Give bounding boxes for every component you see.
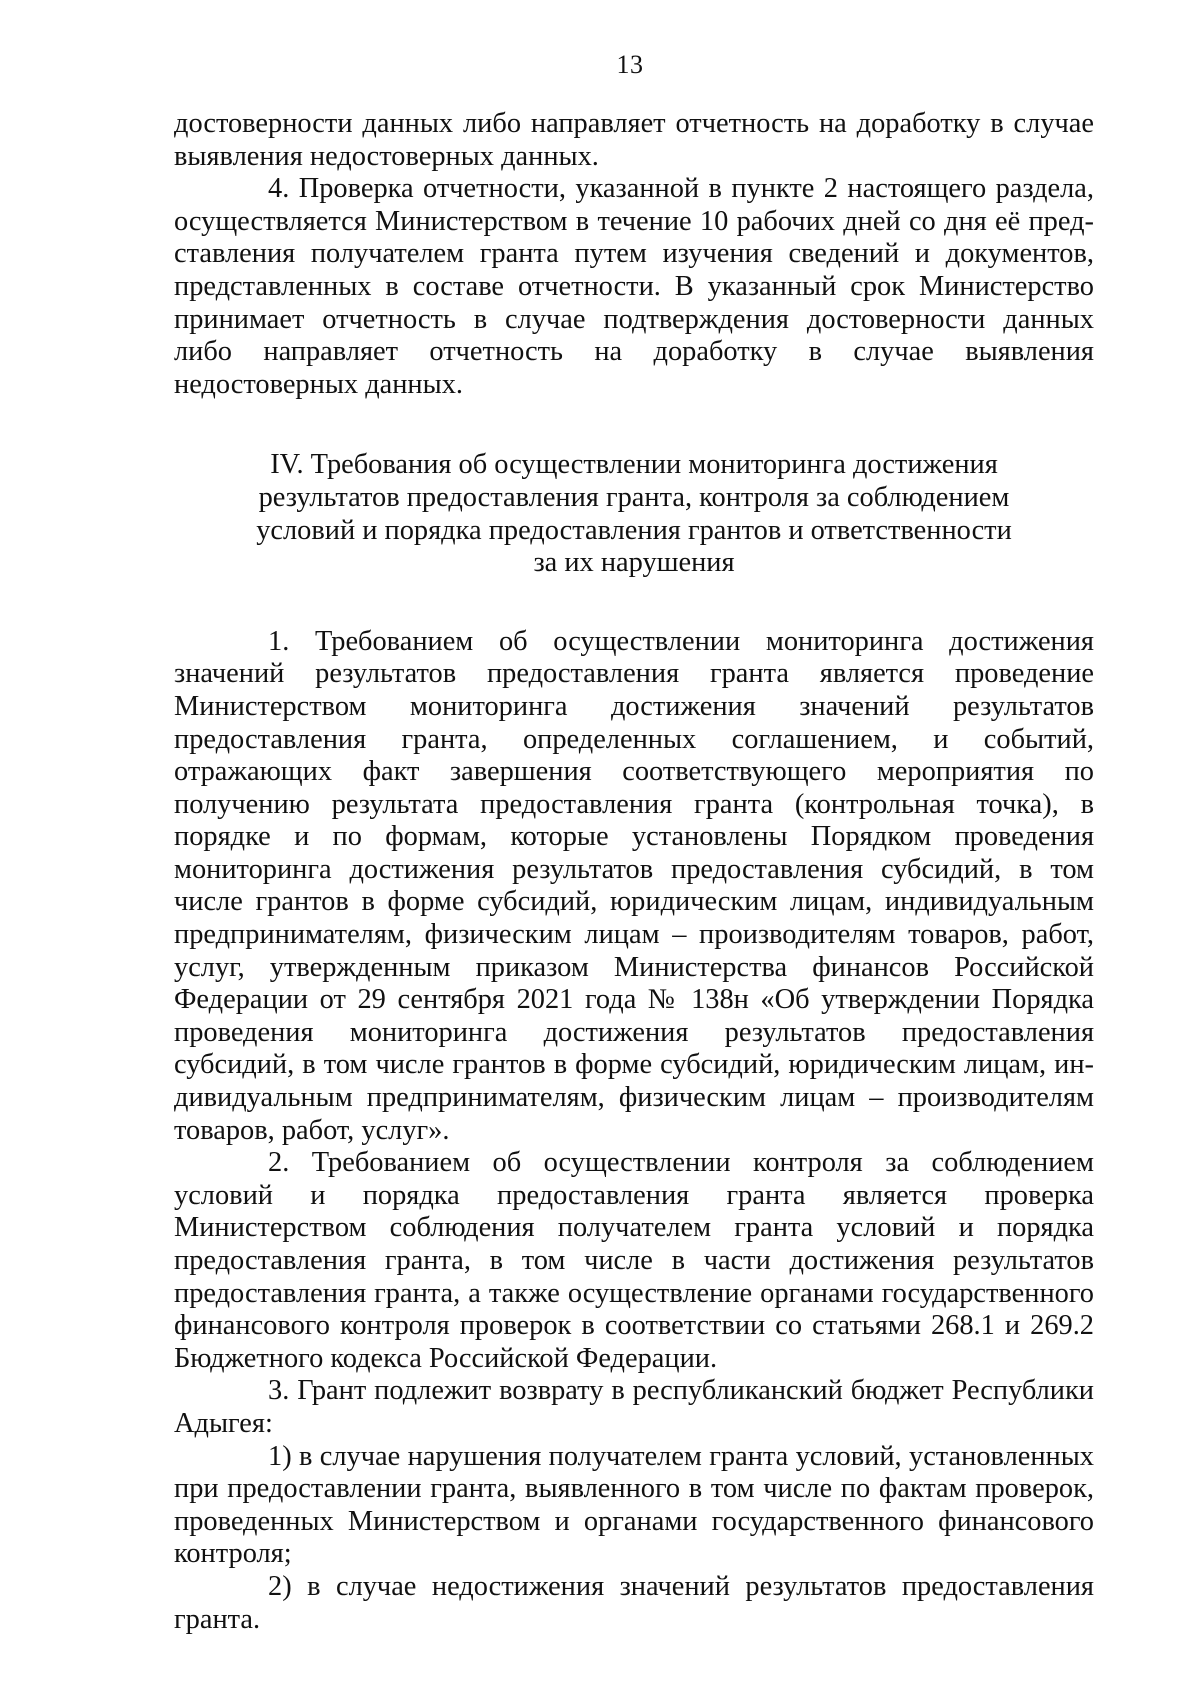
paragraph-item-4: 4. Проверка отчетности, указанной в пункте 2 настоящего раздела, осуществляется Министерством в течение 10 рабочих дней со дня её представления получателем гранта путем изучения сведений и документов, представленных в составе отчетности. В указанный срок Министерство принимает отчетность в случае подтверждения достоверности данных либо направляет отчетность на доработку в случае выявления недостоверных данных.	[174, 173, 1094, 400]
paragraph-item-3: 3. Грант подлежит возврату в республиканский бюджет Республики Адыгея:	[174, 1375, 1094, 1439]
section-heading-line: результатов предоставления гранта, контроля за соблюдением	[258, 481, 1010, 513]
document-body	[174, 108, 1094, 1636]
section-heading-line: за их нарушения	[533, 547, 735, 579]
page-number: 13	[616, 50, 644, 79]
paragraph-item-1: 1. Требованием об осуществлении мониторинга достижения значений результатов предоставления гранта является проведение Министерством мониторинга достижения значений результатов предоставления гранта, определенных соглашением, и событий, отражающих факт завершения соответствующего мероприятия по получению результата предоставления гранта (контрольная точка), в порядке и по формам, которые установлены Порядком проведения мониторинга достижения результатов предоставления субсидий, в том числе грантов в форме субсидий, юридическим лицам, индивидуальным предпринимателям, физическим лицам – производителям товаров, работ, услуг, утвержденным приказом Министерства финансов Российской Федерации от 29 сентября 2021 года № 138н «Об утверждении Порядка проведения мониторинга достижения результатов предоставления субсидий, в том числе грантов в форме субсидий, юридическим лицам, индивидуальным предпринимателям, физическим лицам – производителям товаров, работ, услуг».	[174, 625, 1094, 1146]
section-heading-line: IV. Требования об осуществлении мониторинга достижения	[270, 449, 998, 481]
section-heading-iv	[198, 449, 1070, 579]
paragraph-continuation: достоверности данных либо направляет отчетность на доработку в случае выявления недостоверных данных.	[174, 108, 1094, 172]
paragraph-subitem-1: 1) в случае нарушения получателем гранта условий, установленных при предоставлении гранта, выявленного в том числе по фактам проверок, проведенных Министерством и органами государственного финансового контроля;	[174, 1440, 1094, 1570]
paragraph-item-2: 2. Требованием об осуществлении контроля за соблюдением условий и порядка предоставления гранта является проверка Министерством соблюдения получателем гранта условий и порядка предоставления гранта, в том числе в части достижения результатов предоставления гранта, а также осуществление органами государственного финансового контроля проверок в соответствии со статьями 268.1 и 269.2 Бюджетного кодекса Российской Федерации.	[174, 1147, 1094, 1374]
section-heading-line: условий и порядка предоставления грантов и ответственности	[256, 514, 1012, 546]
paragraph-subitem-2: 2) в случае недостижения значений результатов предоставления гранта.	[174, 1570, 1094, 1635]
